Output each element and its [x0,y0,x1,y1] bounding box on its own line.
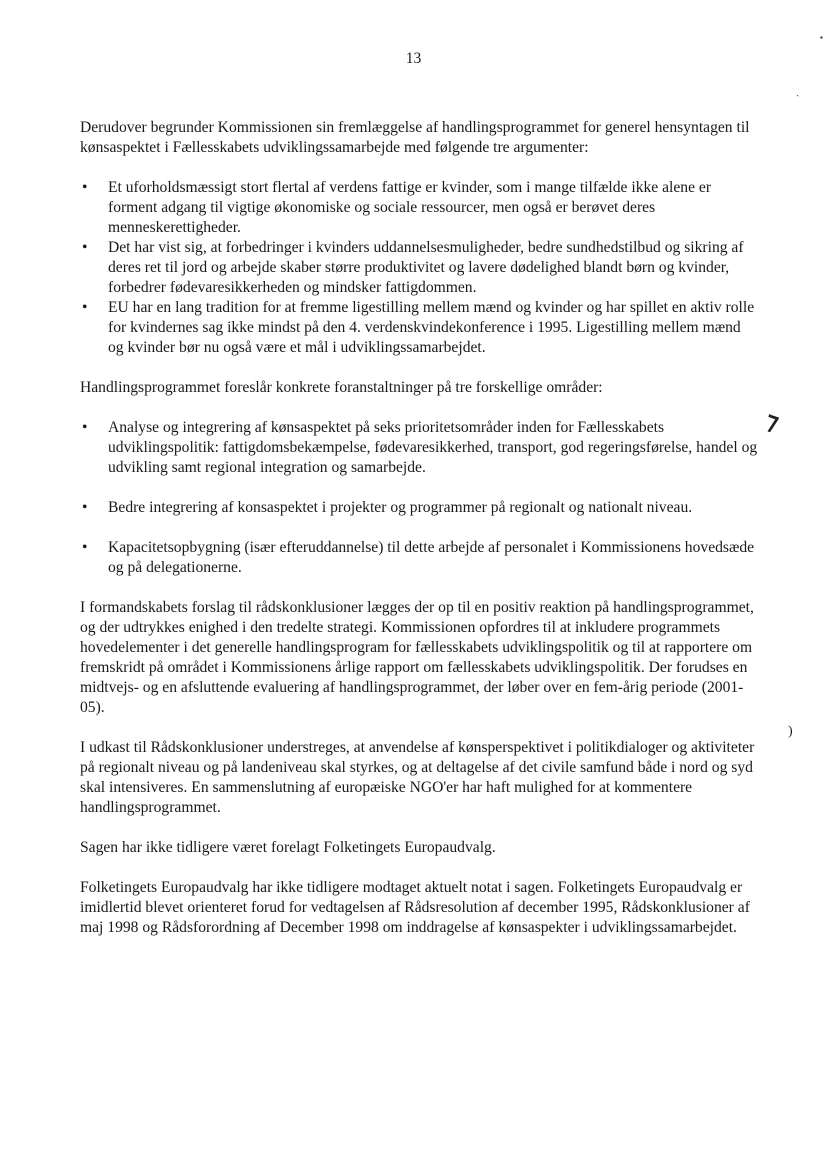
page-number: 13 [405,50,422,67]
measures-list [80,418,760,578]
list-item-text: Det har vist sig, at forbedringer i kvinders uddannelsesmuligheder, bedre sundhedstilbud og sikring af deres ret til jord og arbejde skaber større produktivitet og lavere dødelighed blandt børn og kvinder, forbedrer fødevaresikkerheden og mindsker fattigdommen. [108,239,744,296]
committee-history-paragraph: Folketingets Europaudvalg har ikke tidligere modtaget aktuelt notat i sagen. Folketingets Europaudvalg er imidlertid blevet orienteret forud for vedtagelsen af Rådsresolution af december 1995, Rådskonklusioner af maj 1998 og Rådsforordning af December 1998 om inddragelse af kønsaspekter i udviklingssamarbejdet. [80,879,750,936]
punch-hole-mark: ) [788,724,793,739]
intro-paragraph: Derudover begrunder Kommissionen sin fremlæggelse af handlingsprogrammet for generel hensyntagen til kønsaspektet i Fællesskabets udviklingssamarbejde med følgende tre argumenter: [80,119,750,156]
list-item-text: Et uforholdsmæssigt stort flertal af verdens fattige er kvinder, som i mange tilfælde ikke alene er forment adgang til vigtige økonomiske og sociale ressourcer, men også er berøvet deres menneskerettigheder. [108,179,712,236]
bullet-icon: • [82,539,88,556]
bullet-icon: • [82,299,88,316]
document-body [80,118,760,958]
list-item [80,498,760,518]
list-item [80,538,760,578]
scan-speck-mark: ▪ [820,33,823,42]
presidency-paragraph: I formandskabets forslag til rådskonklusioner lægges der op til en positiv reaktion på handlingsprogrammet, og der udtrykkes enighed i den tredelte strategi. Kommissionen opfordres til at inkludere programmets hovedelementer i det generelle handlingsprogram for fællesskabets udviklingspolitik og til at rapportere om fremskridt på området i Kommissionens årlige rapport om fællesskabets udviklingspolitik. Der forudses en midtvejs- og en afsluttende evaluering af handlingsprogrammet, der løber over en fem-årig periode (2001-05). [80,599,754,716]
punch-hole-mark: ⁊ [761,407,783,437]
council-conclusions-paragraph: I udkast til Rådskonklusioner understreges, at anvendelse af kønsperspektivet i politikdialoger og aktiviteter på regionalt niveau og på landeniveau skal styrkes, og at deltagelse af det civile samfund både i nord og syd skal intensiveres. En sammenslutning af europæiske NGO'er har haft mulighed for at kommentere handlingsprogrammet. [80,739,755,816]
arguments-list [80,178,760,358]
list-item [80,178,760,238]
bullet-icon: • [82,179,88,196]
bullet-icon: • [82,239,88,256]
list-item-text: Kapacitetsopbygning (især efteruddannelse) til dette arbejde af personalet i Kommissionens hovedsæde og på delegationerne. [108,539,755,576]
bullet-icon: • [82,419,88,436]
list-item [80,418,760,478]
bullet-icon: • [82,499,88,516]
list-item [80,238,760,298]
list-item-text: EU har en lang tradition for at fremme ligestilling mellem mænd og kvinder og har spillet en aktiv rolle for kvindernes sag ikke mindst på den 4. verdenskvindekonference i 1995. Ligestilling mellem mænd og kvinder bør nu også være et mål i udviklingssamarbejdet. [108,299,755,356]
scan-speck-mark: ˎ [796,86,800,97]
list-item-text: Bedre integrering af konsaspektet i projekter og programmer på regionalt og nationalt niveau. [108,499,693,516]
measures-intro-paragraph: Handlingsprogrammet foreslår konkrete foranstaltninger på tre forskellige områder: [80,379,603,396]
committee-status-paragraph: Sagen har ikke tidligere været forelagt Folketingets Europaudvalg. [80,839,496,856]
list-item [80,298,760,358]
list-item-text: Analyse og integrering af kønsaspektet på seks prioritetsområder inden for Fællesskabets udviklingspolitik: fattigdomsbekæmpelse, fødevaresikkerhed, transport, god regeringsførelse, handel og udvikling samt regional integration og samarbejde. [108,419,758,476]
